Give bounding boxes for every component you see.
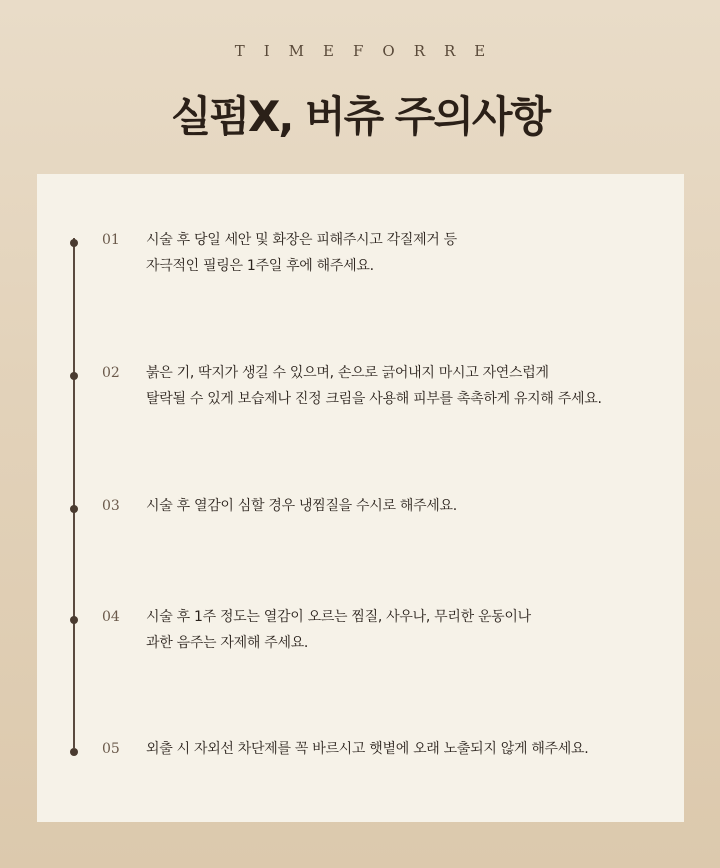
page-title: 실펌X, 버츄 주의사항 — [170, 92, 550, 141]
item-number: 02 — [102, 365, 120, 381]
brand-logo-text: TIMEFORRE — [234, 42, 505, 60]
item-number: 03 — [102, 498, 120, 514]
item-line: 자극적인 필링은 1주일 후에 해주세요. — [146, 258, 374, 274]
item-line: 시술 후 당일 세안 및 화장은 피해주시고 각질제거 등 — [146, 232, 457, 248]
item-line: 탈락될 수 있게 보습제나 진정 크림을 사용해 피부를 촉촉하게 유지해 주세요. — [146, 391, 602, 407]
timeline-dot — [70, 748, 78, 756]
item-text — [146, 493, 666, 519]
item-number: 01 — [102, 232, 120, 248]
item-text — [146, 360, 666, 412]
item-number: 04 — [102, 609, 120, 625]
item-line: 외출 시 자외선 차단제를 꼭 바르시고 햇볕에 오래 노출되지 않게 해주세요. — [146, 741, 589, 757]
item-text — [146, 227, 666, 279]
timeline-dot — [70, 239, 78, 247]
item-line: 붉은 기, 딱지가 생길 수 있으며, 손으로 긁어내지 마시고 자연스럽게 — [146, 365, 549, 381]
precautions-card — [37, 174, 684, 822]
item-text — [146, 604, 666, 656]
item-line: 시술 후 열감이 심할 경우 냉찜질을 수시로 해주세요. — [146, 498, 457, 514]
timeline-dot — [70, 616, 78, 624]
item-line: 시술 후 1주 정도는 열감이 오르는 찜질, 사우나, 무리한 운동이나 — [146, 609, 531, 625]
item-line: 과한 음주는 자제해 주세요. — [146, 635, 309, 651]
item-number: 05 — [102, 741, 120, 757]
timeline-dot — [70, 505, 78, 513]
timeline-line — [73, 238, 75, 748]
timeline-dot — [70, 372, 78, 380]
item-text — [146, 736, 666, 762]
